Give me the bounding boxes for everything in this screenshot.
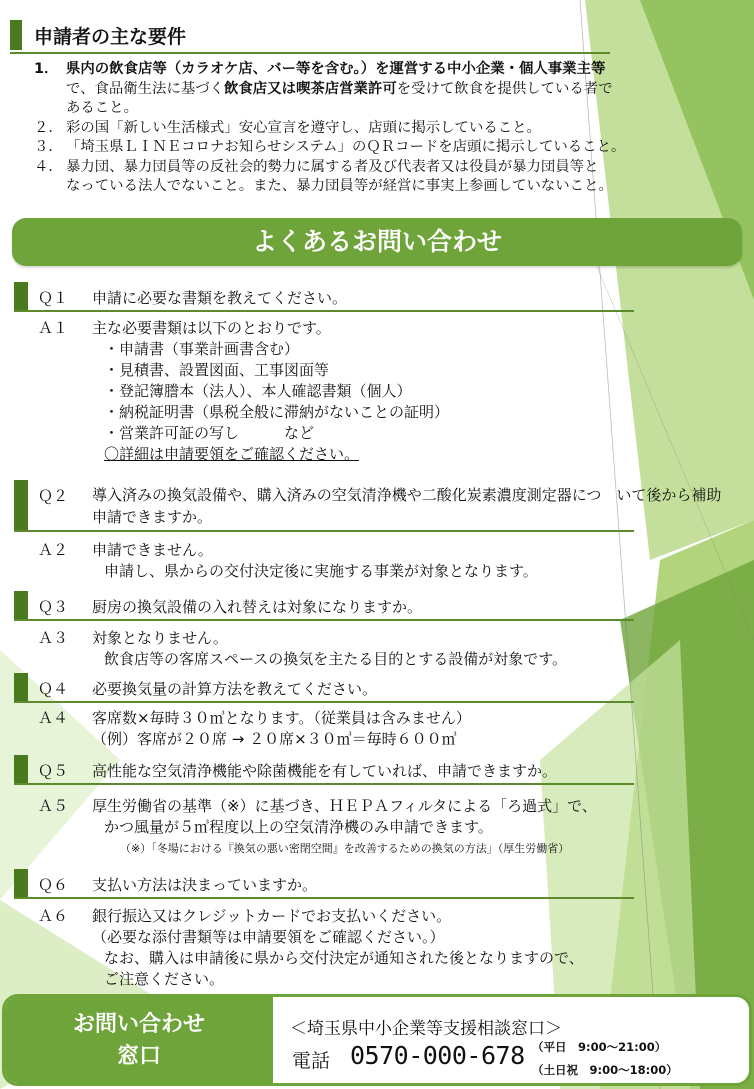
question-accent-bar — [14, 282, 28, 312]
faq-question-row — [14, 673, 634, 703]
answer-text: 厚生労働省の基準（※）に基づき、ＨＥＰＡフィルタによる「ろ過式」で、 かつ風量が５㎥程度以上の空気清浄機のみ申請できます。 （※）「冬場における『換気の悪い密閉空間』を改善するための換気の方法」（厚生労働省） — [92, 796, 597, 859]
question-accent-bar — [14, 869, 28, 899]
question-underline — [14, 619, 634, 621]
faq-question-row — [14, 480, 722, 532]
question-underline — [14, 310, 634, 312]
answer-label: Ａ５ — [38, 797, 69, 815]
faq-question-row — [14, 591, 634, 621]
question-accent-bar — [14, 673, 28, 703]
faq-question-row — [14, 282, 634, 312]
answer-label: Ａ６ — [38, 907, 69, 925]
requirements-header — [10, 18, 610, 54]
phone-number[interactable]: 0570-000-678 — [350, 1041, 525, 1070]
faq-question-row — [14, 755, 634, 785]
hours-weekday: （平日 9:00～21:00） — [532, 1040, 667, 1054]
hours-weekend: （土日祝 9:00～18:00） — [532, 1063, 678, 1077]
contact-label-panel — [5, 997, 273, 1083]
faq-banner: よくあるお問い合わせ — [12, 218, 742, 266]
answer-label: Ａ４ — [38, 709, 69, 727]
question-underline — [14, 897, 634, 899]
footnote: （※）「冬場における『換気の悪い密閉空間』を改善するための換気の方法」（厚生労働省） — [120, 842, 570, 855]
answer-label: Ａ２ — [38, 541, 69, 559]
requirements-title: 申請者の主な要件 — [34, 26, 187, 48]
answer-text: 申請できません。 申請し、県からの交付決定後に実施する事業が対象となります。 — [92, 541, 538, 580]
requirement-item: ４． 暴力団、暴力団員等の反社会的勢力に属する者及び代表者又は役員が暴力団員等と なっている法人でないこと。また、暴力団員等が経営に事実上参画していないこと。 — [34, 158, 613, 194]
answer-text: 主な必要書類は以下のとおりです。 ・申請書（事業計画書含む） ・見積書、設置図面、工事図面等 ・登記簿謄本（法人）、本人確認書類（個人） ・納税証明書（県税全般に滞納がないことの証明） ・営業許可証の写し など 〇詳細は申請要領をご確認ください。 — [92, 319, 450, 463]
requirement-number: ４． — [34, 158, 63, 175]
question-label: Ｑ１ — [38, 289, 69, 307]
phone-label: 電話 — [292, 1050, 331, 1072]
question-text: 申請に必要な書類を教えてください。 — [92, 289, 348, 307]
requirement-number: ２． — [34, 119, 63, 136]
question-label: Ｑ５ — [38, 762, 69, 780]
question-label: Ｑ６ — [38, 876, 69, 894]
question-label: Ｑ３ — [38, 598, 69, 616]
question-underline — [14, 783, 634, 785]
question-text: 支払い方法は決まっていますか。 — [92, 876, 318, 894]
answer-text: 銀行振込又はクレジットカードでお支払いください。 （必要な添付書類等は申請要領をご確認ください。） なお、購入は申請後に県から交付決定が通知された後となりますので、 ご注意ください。 — [92, 907, 584, 988]
question-text: 必要換気量の計算方法を教えてください。 — [92, 680, 378, 698]
question-text: 導入済みの換気設備や、購入済みの空気清浄機や二酸化炭素濃度測定器につ いて後から補助申請できますか。 — [92, 486, 722, 526]
question-accent-bar — [14, 755, 28, 785]
contact-office-name: ＜埼玉県中小企業等支援相談窓口＞ — [290, 1019, 562, 1039]
question-accent-bar — [14, 480, 28, 532]
requirement-item: 1． 県内の飲食店等（カラオケ店、バー等を含む。）を運営する中小企業・個人事業主等 で、食品衛生法に基づく飲食店又は喫茶店営業許可を受けて飲食を提供している者で あること。 — [34, 61, 613, 116]
requirement-item: ２． 彩の国「新しい生活様式」安心宣言を遵守し、店頭に掲示していること。 — [34, 119, 724, 139]
requirement-item: ３． 「埼玉県ＬＩＮＥコロナお知らせシステム」のＱＲコードを店頭に掲示していること。 — [34, 138, 724, 158]
answer-label: Ａ１ — [38, 319, 69, 337]
question-label: Ｑ２ — [38, 487, 69, 505]
answer-text: 客席数×毎時３０㎥となります。（従業員は含みません） （例）客席が２０席 → ２０席×３０㎥＝毎時６００㎥ — [92, 709, 471, 748]
question-label: Ｑ４ — [38, 680, 69, 698]
faq-question-row — [14, 869, 634, 899]
question-text: 高性能な空気清浄機能や除菌機能を有していれば、申請できますか。 — [92, 762, 558, 780]
answer-label: Ａ３ — [38, 629, 69, 647]
contact-label-line1: お問い合わせ — [72, 1012, 205, 1037]
requirements-list — [34, 60, 724, 197]
question-accent-bar — [14, 591, 28, 621]
answer-text: 対象となりません。 飲食店等の客席スペースの換気を主たる目的とする設備が対象です。 — [92, 629, 568, 668]
question-text: 厨房の換気設備の入れ替えは対象になりますか。 — [92, 598, 423, 616]
question-underline — [14, 530, 634, 532]
requirement-number: 1． — [34, 61, 59, 77]
header-accent-bar — [10, 20, 22, 50]
requirement-number: ３． — [34, 139, 63, 155]
contact-label-line2: 窓口 — [116, 1044, 161, 1069]
question-underline — [14, 701, 634, 703]
details-note: 〇詳細は申請要領をご確認ください。 — [104, 445, 360, 463]
